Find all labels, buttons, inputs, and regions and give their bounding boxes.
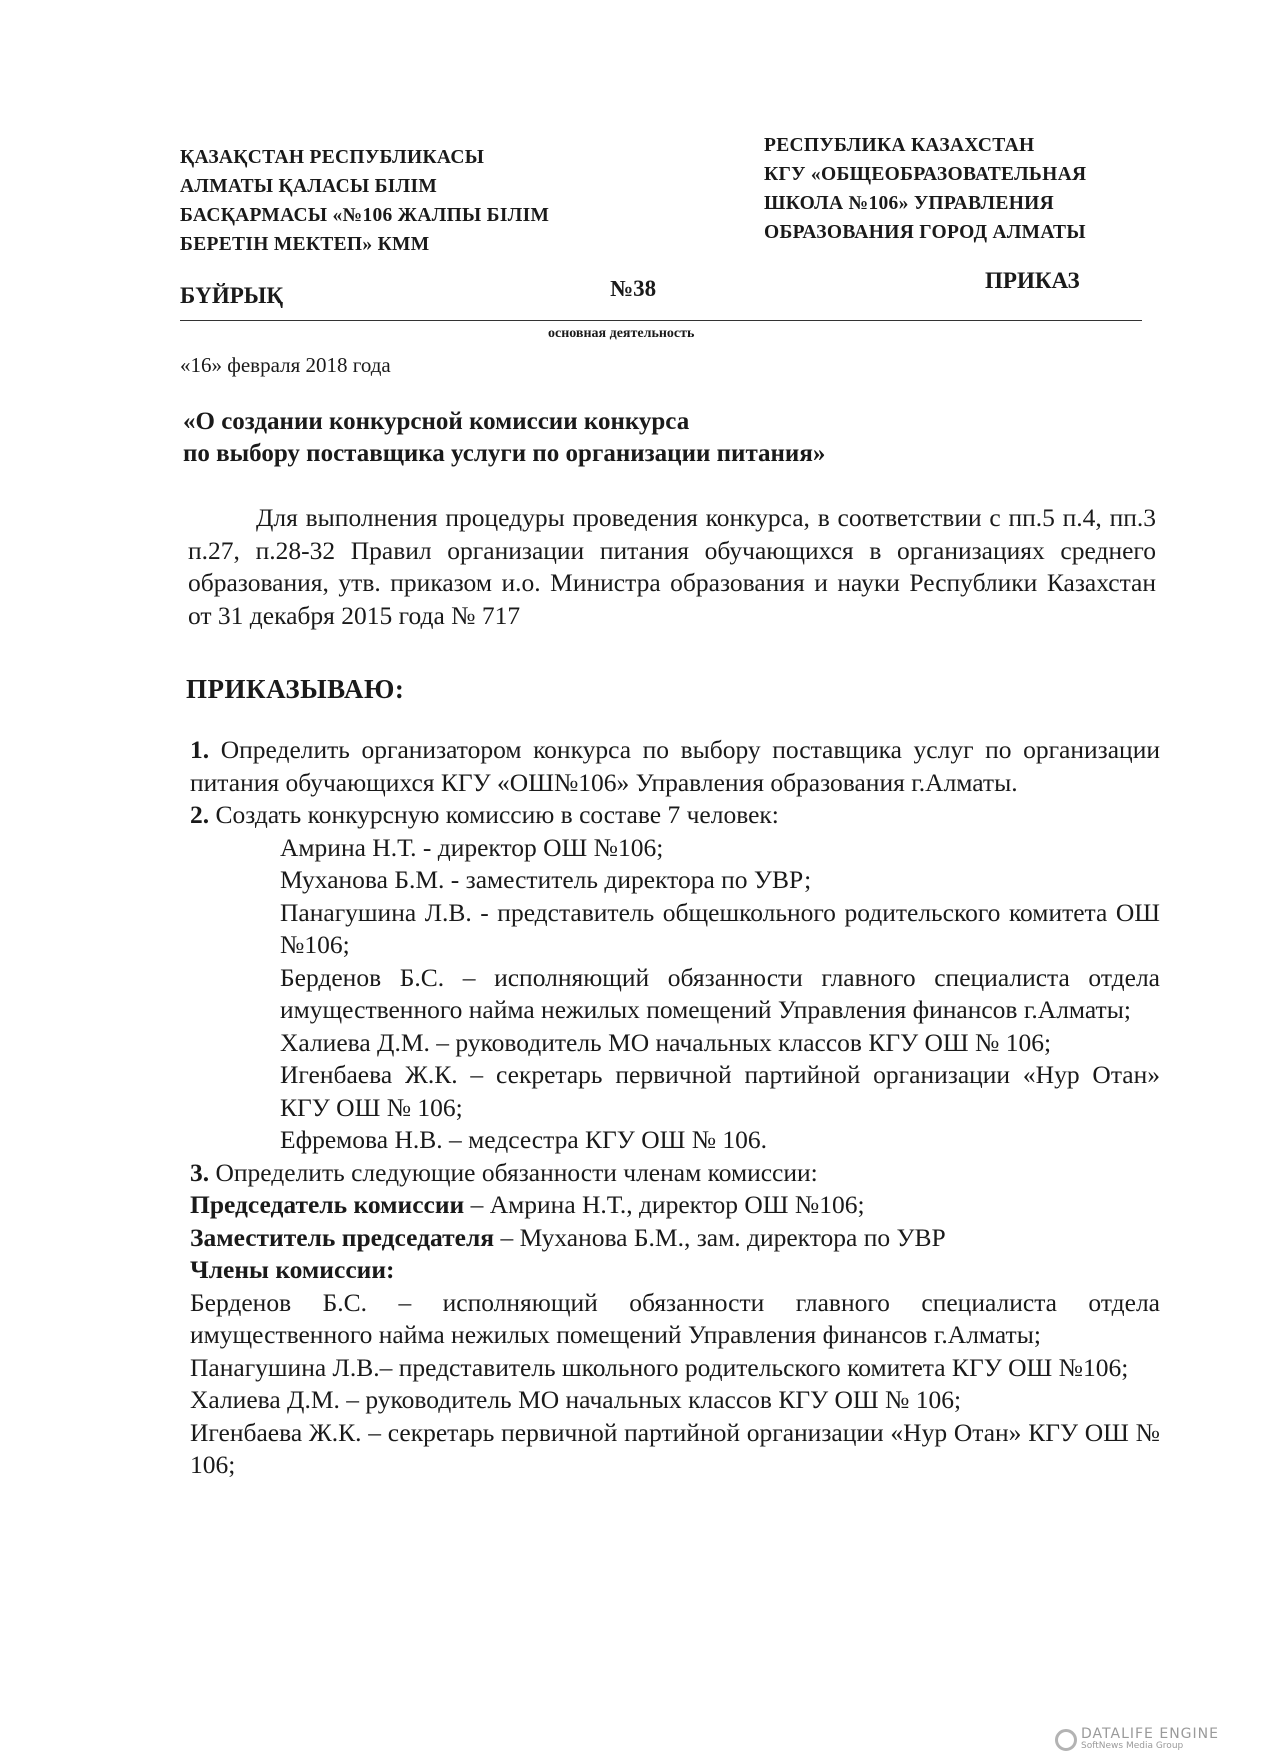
item-3 xyxy=(190,1157,1160,1190)
item-text: Определить организатором конкурса по выбору поставщика услуг по организации питания обучающихся КГУ «ОШ№106» Управления образования г.Алматы. xyxy=(190,735,1160,797)
item-text: Создать конкурсную комиссию в составе 7 человек: xyxy=(209,800,779,829)
header-ru-line: ШКОЛА №106» УПРАВЛЕНИЯ xyxy=(764,193,1055,214)
commission-member: Халиева Д.М. – руководитель МО начальных классов КГУ ОШ № 106; xyxy=(280,1027,1052,1057)
order-title xyxy=(183,406,825,470)
header-kz-line: БАСҚАРМАСЫ «№106 ЖАЛПЫ БІЛІМ xyxy=(180,205,550,226)
decree-heading: ПРИКАЗЫВАЮ: xyxy=(186,674,405,704)
intro-paragraph: Для выполнения процедуры проведения конкурса, в соответствии с пп.5 п.4, пп.3 п.27, п.28-32 Правил организации питания обучающихся в организациях среднего образования, утв. приказом и.о. Министра образования и науки Республики Казахстан от 31 декабря 2015 года № 717 xyxy=(188,503,1156,630)
header-ru-line: КГУ «ОБЩЕОБРАЗОВАТЕЛЬНАЯ xyxy=(764,164,1087,185)
commission-member: Панагушина Л.В. - представитель общешкольного родительского комитета ОШ №106; xyxy=(280,897,1160,959)
chair-label: Председатель комиссии xyxy=(190,1190,465,1219)
order-date: «16» февраля 2018 года xyxy=(180,353,391,377)
header-ru-line: ОБРАЗОВАНИЯ ГОРОД АЛМАТЫ xyxy=(764,222,1086,243)
header-kz-line: АЛМАТЫ ҚАЛАСЫ БІЛІМ xyxy=(180,176,438,197)
watermark xyxy=(1055,1728,1219,1752)
datalife-logo-icon xyxy=(1055,1729,1077,1751)
header-kz-line: ҚАЗАҚСТАН РЕСПУБЛИКАСЫ xyxy=(180,147,485,168)
order-items xyxy=(190,698,1160,1482)
item-number: 1. xyxy=(190,735,210,764)
deputy-label: Заместитель председателя xyxy=(190,1222,495,1252)
order-number: №38 xyxy=(610,276,657,301)
order-word-russian: ПРИКАЗ xyxy=(985,268,1080,293)
item-number: 2. xyxy=(190,800,210,829)
header-kazakh xyxy=(180,143,549,259)
order-word-kazakh: БҮЙРЫҚ xyxy=(180,283,284,308)
header-russian xyxy=(764,131,1086,247)
header-ru-line: РЕСПУБЛИКА КАЗАХСТАН xyxy=(764,135,1035,156)
chair-line xyxy=(190,1189,1160,1222)
title-line: по выбору поставщика услуги по организации питания» xyxy=(183,440,826,467)
commission-member: Амрина Н.Т. - директор ОШ №106; xyxy=(280,832,664,862)
chair-text: – Амрина Н.Т., директор ОШ №106; xyxy=(464,1190,865,1219)
watermark-text xyxy=(1081,1728,1219,1752)
commission-member: Муханова Б.М. - заместитель директора по УВР; xyxy=(280,865,812,894)
activity-type: основная деятельность xyxy=(548,326,695,341)
item-text: Определить следующие обязанности членам комиссии: xyxy=(209,1157,818,1187)
members-label: Члены комиссии: xyxy=(190,1255,395,1284)
item-2 xyxy=(190,799,1160,832)
item-1 xyxy=(190,734,1160,799)
header-divider xyxy=(180,320,1142,321)
duty-member: Панагушина Л.В.– представитель школьного родительского комитета КГУ ОШ №106; xyxy=(190,1352,1129,1382)
deputy-line xyxy=(190,1222,1160,1255)
item-number: 3. xyxy=(190,1157,210,1187)
commission-member: Игенбаева Ж.К. – секретарь первичной партийной организации «Нур Отан» КГУ ОШ № 106; xyxy=(280,1060,1160,1122)
watermark-sub: SoftNews Media Group xyxy=(1081,1741,1184,1751)
duty-member: Берденов Б.С. – исполняющий обязанности главного специалиста отдела имущественного найма нежилых помещений Управления финансов г.Алматы; xyxy=(190,1287,1160,1349)
commission-member: Берденов Б.С. – исполняющий обязанности главного специалиста отдела имущественного найма нежилых помещений Управления финансов г.Алматы; xyxy=(280,962,1160,1024)
header-kz-line: БЕРЕТІН МЕКТЕП» КММ xyxy=(180,234,430,255)
title-line: «О создании конкурсной комиссии конкурса xyxy=(183,408,690,435)
duty-member: Игенбаева Ж.К. – секретарь первичной партийной организации «Нур Отан» КГУ ОШ № 106; xyxy=(190,1417,1160,1479)
commission-member: Ефремова Н.В. – медсестра КГУ ОШ № 106. xyxy=(280,1125,768,1154)
deputy-text: – Муханова Б.М., зам. директора по УВР xyxy=(494,1222,946,1252)
watermark-brand: DATALIFE ENGINE xyxy=(1081,1726,1219,1742)
duty-member: Халиева Д.М. – руководитель МО начальных классов КГУ ОШ № 106; xyxy=(190,1385,962,1414)
